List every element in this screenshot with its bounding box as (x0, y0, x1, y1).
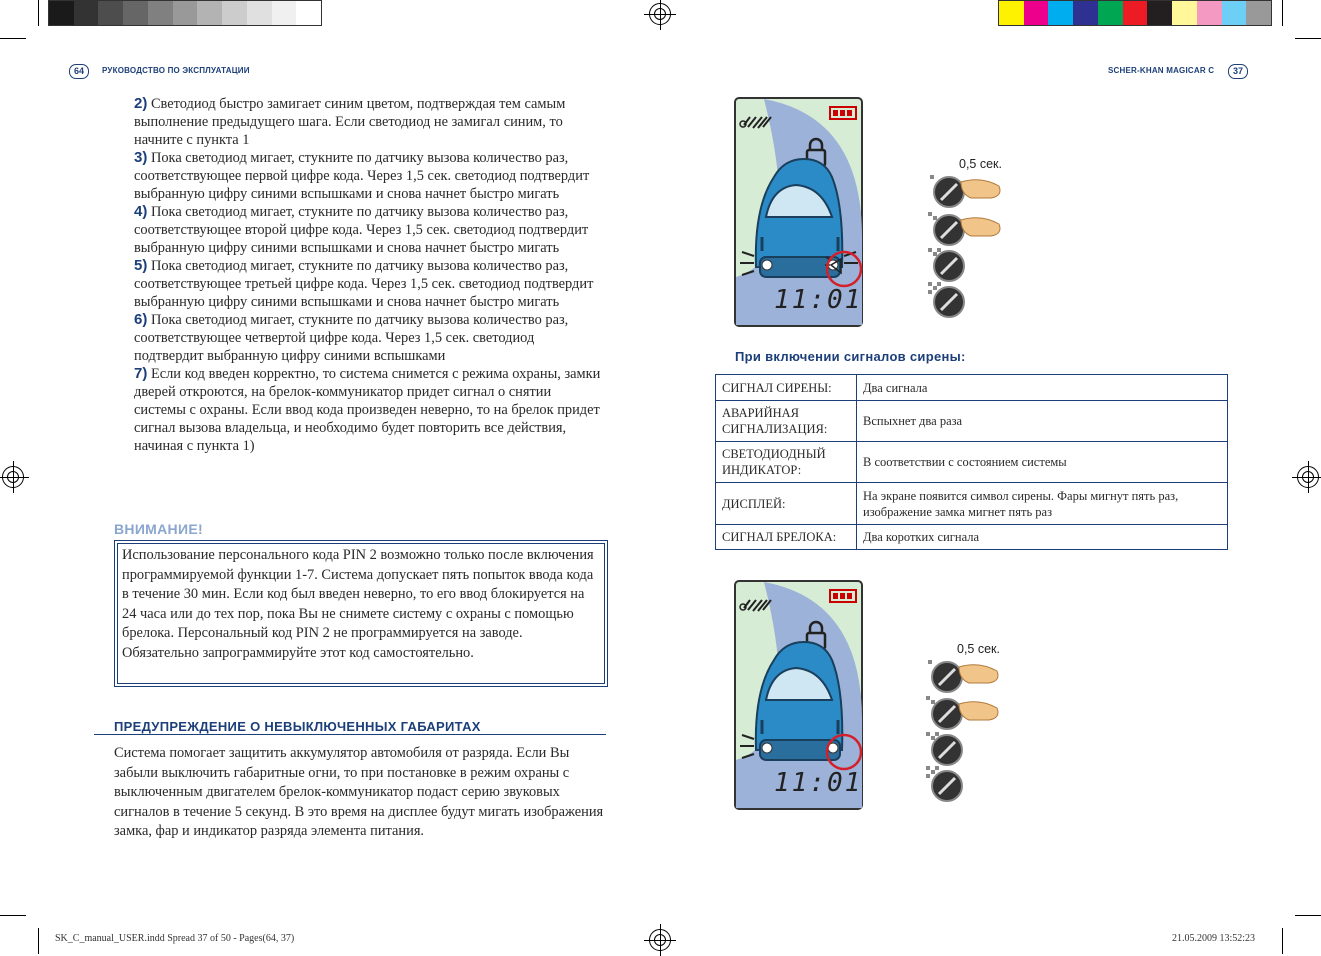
table-row (716, 401, 1228, 442)
registration-mark (649, 929, 671, 951)
sensor-button-icon (926, 766, 962, 801)
table-key: СВЕТОДИОДНЫЙ ИНДИКАТОР: (716, 442, 857, 483)
sensor-button-icon (928, 212, 964, 245)
step-number: 6) (134, 311, 148, 328)
step-item (134, 203, 604, 257)
step-number: 5) (134, 257, 148, 274)
interval-label: 0,5 сек. (959, 157, 1002, 171)
footer-right: 21.05.2009 13:52:23 (1172, 933, 1256, 944)
table-key: АВАРИЙНАЯ СИГНАЛИЗАЦИЯ: (716, 401, 857, 442)
table-row (716, 375, 1228, 401)
hand-icon (959, 702, 998, 720)
step-text: Пока светодиод мигает, стукните по датчику вызова количество раз, соответствующее второй цифре кода. Через 1,5 сек. светодиод подтвердит выбранную цифру синими вспышками и снова начнет быстро мигать (134, 204, 589, 256)
table-value: Два сигнала (857, 375, 1228, 401)
right-header-title: SCHER-KHAN MAGICAR C (1108, 66, 1215, 75)
sensor-button-icon (928, 248, 964, 281)
table-row (716, 525, 1228, 550)
lcd-time: 11:01 (774, 285, 863, 315)
registration-mark (1297, 466, 1319, 488)
step-text: Пока светодиод мигает, стукните по датчику вызова количество раз, соответствующее четвертой цифре кода. Через 1,5 сек. светодиод подтвердит выбранную цифру синими вспышками (134, 312, 569, 364)
table-key: СИГНАЛ БРЕЛОКА: (716, 525, 857, 550)
step-number: 7) (134, 365, 148, 382)
table-row (716, 483, 1228, 525)
step-item (134, 257, 604, 311)
warning-rule (94, 734, 606, 735)
table-value: На экране появится символ сирены. Фары мигнут пять раз, изображение замка мигнет пять раз (857, 483, 1228, 525)
hand-icon (961, 180, 1000, 198)
left-page-number: 64 (69, 64, 89, 79)
sensor-button-icon (930, 175, 964, 207)
siren-heading: При включении сигналов сирены: (735, 349, 966, 364)
left-header-title: РУКОВОДСТВО ПО ЭКСПЛУАТАЦИИ (102, 66, 250, 75)
step-text: Светодиод быстро замигает синим цветом, подтверждая тем самым выполнение предыдущего шага. Если светодиод не замигал синим, то начните с пункта 1 (134, 96, 566, 148)
siren-table (715, 374, 1228, 550)
step-number: 2) (134, 95, 148, 112)
step-number: 3) (134, 149, 148, 166)
lcd-time: 11:01 (774, 768, 863, 798)
step-item (134, 95, 604, 149)
registration-mark (649, 3, 671, 25)
step-item (134, 311, 604, 365)
hand-icon (959, 665, 998, 683)
tap-sequence-1 (925, 172, 1005, 322)
table-key: ДИСПЛЕЙ: (716, 483, 857, 525)
sensor-button-icon (926, 696, 962, 729)
keyfob-display-2 (734, 580, 864, 811)
sensor-button-icon (926, 732, 962, 765)
warning-text: Система помогает защитить аккумулятор автомобиля от разряда. Если Вы забыли выключить габаритные огни, то при постановке в режим охраны с выключенным двигателем брелок-коммуникатор подаст серию звуковых сигналов в течение 5 секунд. В это время на дисплее будут мигать изображения замка, фар и индикатор разряда элемента питания. (114, 745, 604, 839)
warning-heading: ПРЕДУПРЕЖДЕНИЕ О НЕВЫКЛЮЧЕННЫХ ГАБАРИТАХ (114, 719, 481, 734)
table-row (716, 442, 1228, 483)
step-item (134, 365, 604, 455)
keyfob-display-1 (734, 97, 864, 328)
registration-mark (2, 466, 24, 488)
steps-list (134, 95, 604, 455)
interval-label: 0,5 сек. (957, 642, 1000, 656)
table-key: СИГНАЛ СИРЕНЫ: (716, 375, 857, 401)
attention-heading: ВНИМАНИЕ! (114, 521, 203, 537)
attention-text: Использование персонального кода PIN 2 возможно только после включения программируемой функции 1-7. Система допускает пять попыток ввода кода в течение 30 мин. Если код был введен неверно, то его ввод блокируется на 24 часа или до тех пор, пока Вы не снимете систему с охраны с помощью брелока. Персональный код PIN 2 не программируется на заводе. Обязательно запрограммируйте этот код самостоятельно. (117, 543, 605, 684)
footer-left: SK_C_manual_USER.indd Spread 37 of 50 - Pages(64, 37) (55, 933, 295, 944)
grayscale-bar (48, 0, 322, 26)
step-number: 4) (134, 203, 148, 220)
hand-icon (961, 218, 1000, 236)
right-page-number: 37 (1228, 64, 1248, 79)
attention-box (114, 540, 608, 687)
table-value: Два коротких сигнала (857, 525, 1228, 550)
step-text: Если код введен корректно, то система снимется с режима охраны, замки дверей откроются, на брелок-коммуникатор придет сигнал о снятии системы с охраны. Если ввод кода произведен неверно, то на брелок придет сигнал вызова владельца, и необходимо будет повторить все действия, начиная с пункта 1) (134, 366, 601, 454)
table-value: В соответствии с состоянием системы (857, 442, 1228, 483)
sensor-button-icon (928, 282, 964, 317)
color-bar (998, 0, 1272, 26)
step-text: Пока светодиод мигает, стукните по датчику вызова количество раз, соответствующее третьей цифре кода. Через 1,5 сек. светодиод подтвердит выбранную цифру синими вспышками и снова начнет быстро мигать (134, 258, 594, 310)
sensor-button-icon (928, 660, 962, 692)
step-item (134, 149, 604, 203)
table-value: Вспыхнет два раза (857, 401, 1228, 442)
tap-sequence-2 (923, 657, 1003, 807)
step-text: Пока светодиод мигает, стукните по датчику вызова количество раз, соответствующее первой цифре кода. Через 1,5 сек. светодиод подтвердит выбранную цифру синими вспышками и снова начнет быстро мигать (134, 150, 590, 202)
